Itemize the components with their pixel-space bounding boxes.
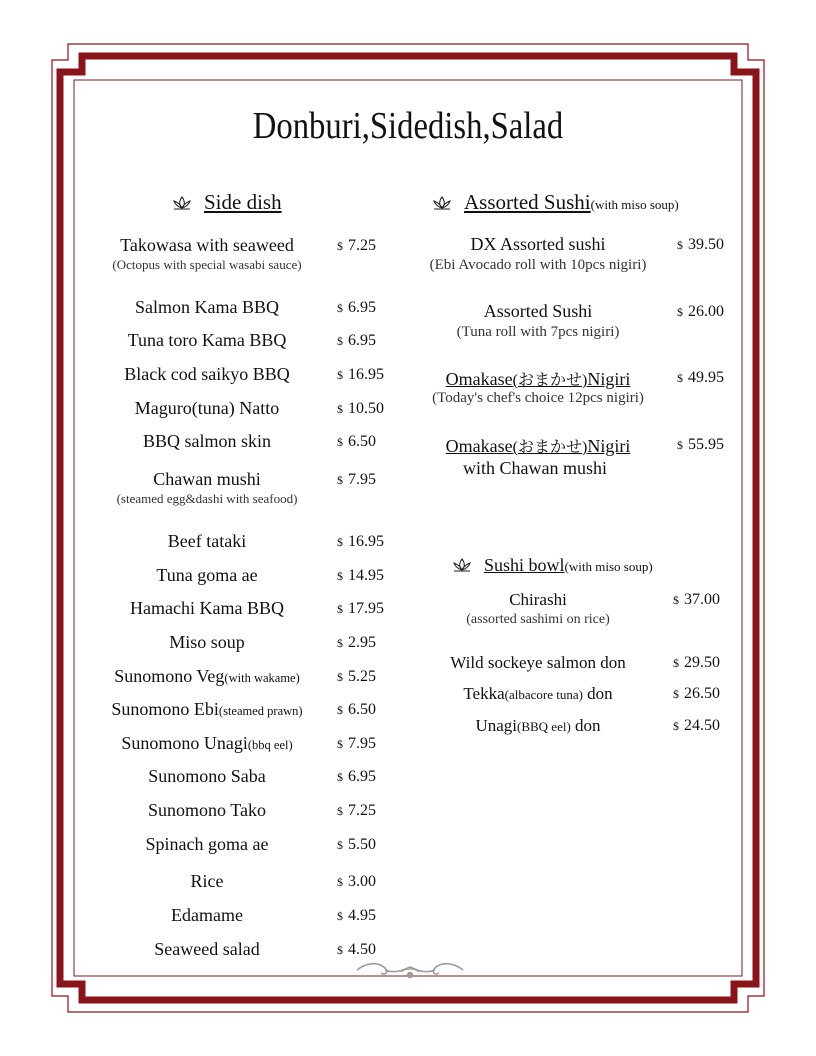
price [337, 471, 376, 489]
item-name-text: Omakase [445, 369, 513, 389]
price-value: 17.95 [348, 600, 384, 617]
menu-item-name [154, 939, 259, 960]
price [337, 735, 376, 753]
menu-item-name [484, 301, 593, 322]
price-currency: $ [337, 602, 343, 616]
price-value: 3.00 [348, 873, 376, 890]
price-currency: $ [337, 703, 343, 717]
price [337, 907, 376, 925]
price-currency: $ [677, 438, 683, 452]
item-name-text: DX Assorted sushi [470, 234, 606, 254]
price-currency: $ [337, 804, 343, 818]
price-value: 6.50 [348, 433, 376, 450]
price [677, 303, 724, 321]
item-name-text: Beef tataki [167, 531, 247, 551]
price-value: 4.50 [348, 941, 376, 958]
price [337, 701, 376, 719]
item-name-text: Sunomono Veg [114, 666, 225, 686]
price-value: 2.95 [348, 634, 376, 651]
price-value: 49.95 [688, 369, 724, 386]
menu-item-name [135, 297, 279, 318]
item-name-text: Black cod saikyo BBQ [124, 364, 290, 384]
lotus-icon [172, 195, 192, 211]
item-name-line2: with Chawan mushi [463, 458, 607, 478]
price [337, 299, 376, 317]
item-name-text: Hamachi Kama BBQ [130, 598, 284, 618]
price-currency: $ [337, 670, 343, 684]
price-currency: $ [337, 301, 343, 315]
price-value: 26.50 [684, 685, 720, 702]
menu-item-name [509, 590, 567, 610]
price-value: 16.95 [348, 533, 384, 550]
item-name-text: Omakase [445, 436, 513, 456]
price-currency: $ [337, 875, 343, 889]
price-currency: $ [337, 402, 343, 416]
price-currency: $ [673, 719, 679, 733]
menu-item-name [450, 653, 625, 673]
price [673, 654, 720, 672]
menu-item-name [130, 598, 284, 619]
price-value: 24.50 [684, 717, 720, 734]
menu-item-name [171, 905, 243, 926]
item-name-text: Assorted Sushi [483, 301, 593, 321]
price-currency: $ [673, 593, 679, 607]
price-currency: $ [337, 239, 343, 253]
menu-item-name [168, 531, 246, 552]
menu-item-name [446, 434, 631, 457]
price-currency: $ [337, 569, 343, 583]
item-name-text: Sunomono Tako [148, 800, 266, 820]
scroll-ornament-icon [355, 958, 465, 982]
side-dish-heading [172, 190, 282, 215]
price-currency: $ [337, 838, 343, 852]
item-name-text: Chawan mushi [153, 469, 261, 489]
price-value: 14.95 [348, 567, 384, 584]
menu-item-name [111, 699, 302, 720]
price-value: 55.95 [688, 436, 724, 453]
price-value: 5.25 [348, 668, 376, 685]
price-value: 6.95 [348, 332, 376, 349]
item-name-japanese: (おまかせ) [512, 372, 588, 389]
price-currency: $ [337, 368, 343, 382]
price-value: 6.95 [348, 299, 376, 316]
item-note: (with wakame) [224, 671, 300, 685]
item-description: (Today's chef's choice 12pcs nigiri) [432, 390, 644, 406]
item-name-text: Rice [190, 871, 224, 891]
item-name-text: Tuna goma ae [156, 565, 258, 585]
price-value: 16.95 [348, 366, 384, 383]
menu-item-name [135, 398, 279, 419]
lotus-icon [432, 195, 452, 211]
price [337, 600, 384, 618]
sushi-bowl-heading-label: Sushi bowl [484, 555, 565, 575]
lotus-icon [452, 557, 472, 573]
price-currency: $ [337, 909, 343, 923]
item-description: (assorted sashimi on rice) [466, 612, 610, 627]
item-name-text: Wild sockeye salmon don [450, 653, 626, 672]
sushi-bowl-heading [452, 555, 653, 576]
item-name-text: Miso soup [169, 632, 245, 652]
menu-item-name [156, 565, 257, 586]
item-description: (Tuna roll with 7pcs nigiri) [456, 324, 620, 340]
price [677, 369, 724, 387]
menu-item-name [463, 684, 612, 704]
sushi-bowl-heading-note: (with miso soup) [564, 559, 653, 574]
price [337, 768, 376, 786]
price-currency: $ [337, 473, 343, 487]
item-note: (BBQ eel) [517, 719, 571, 734]
price-value: 7.95 [348, 735, 376, 752]
page-title: Donburi,Sidedish,Salad [252, 105, 564, 147]
price-value: 37.00 [684, 591, 720, 608]
item-name-suffix: don [570, 716, 601, 735]
item-name-suffix: Nigiri [587, 436, 631, 456]
price-value: 5.50 [348, 836, 376, 853]
price-currency: $ [337, 737, 343, 751]
menu-item-name [475, 716, 600, 736]
price-currency: $ [673, 656, 679, 670]
price-currency: $ [337, 770, 343, 784]
price-value: 26.00 [688, 303, 724, 320]
menu-item-name [146, 834, 269, 855]
item-name-text: Takowasa with seaweed [120, 235, 294, 255]
menu-item-name [128, 330, 287, 351]
item-name-suffix: don [582, 684, 613, 703]
menu-item-name [153, 469, 261, 490]
price-value: 29.50 [684, 654, 720, 671]
price-value: 7.25 [348, 802, 376, 819]
price [337, 567, 384, 585]
assorted-sushi-heading-label: Assorted Sushi [464, 190, 591, 214]
item-note: (albacore tuna) [504, 687, 583, 702]
price [337, 237, 376, 255]
price-value: 7.25 [348, 237, 376, 254]
price [337, 332, 376, 350]
item-note: (steamed prawn) [218, 704, 303, 718]
item-name-text: Sunomono Unagi [121, 733, 248, 753]
price [337, 634, 376, 652]
price [337, 533, 384, 551]
menu-item-name [169, 632, 245, 653]
assorted-sushi-heading [432, 190, 679, 215]
item-name-text: Spinach goma ae [145, 834, 269, 854]
price-value: 7.95 [348, 471, 376, 488]
price-value: 6.95 [348, 768, 376, 785]
menu-item-name [446, 367, 631, 390]
price [337, 941, 376, 959]
menu-item-name [120, 235, 294, 256]
menu-item-name [191, 871, 224, 892]
price-value: 10.50 [348, 400, 384, 417]
item-name-text: Seaweed salad [154, 939, 260, 959]
price-value: 6.50 [348, 701, 376, 718]
item-name-text: Tekka [463, 684, 505, 703]
menu-item-name [114, 666, 300, 687]
price [677, 436, 724, 454]
item-name-text: Maguro(tuna) Natto [134, 398, 280, 418]
price-value: 39.50 [688, 236, 724, 253]
price-currency: $ [337, 435, 343, 449]
item-description: (Octopus with special wasabi sauce) [112, 257, 302, 272]
price-currency: $ [337, 334, 343, 348]
price [337, 668, 376, 686]
price [673, 591, 720, 609]
menu-item-name [121, 733, 292, 754]
price [337, 873, 376, 891]
item-name-text: Chirashi [509, 590, 567, 609]
price-currency: $ [677, 305, 683, 319]
item-name-text: Sunomono Ebi [111, 699, 219, 719]
price-currency: $ [677, 371, 683, 385]
item-name-suffix: Nigiri [587, 369, 631, 389]
menu-item-name [470, 234, 605, 255]
menu-item-name [143, 431, 271, 452]
side-dish-heading-label: Side dish [204, 190, 282, 214]
price-currency: $ [673, 687, 679, 701]
item-description: (Ebi Avocado roll with 10pcs nigiri) [429, 257, 647, 273]
price [673, 717, 720, 735]
price [677, 236, 724, 254]
item-name-text: Salmon Kama BBQ [135, 297, 279, 317]
item-name-text: Sunomono Saba [148, 766, 266, 786]
price-currency: $ [677, 238, 683, 252]
price-currency: $ [337, 636, 343, 650]
price [337, 433, 376, 451]
item-note: (bbq eel) [247, 738, 293, 752]
item-name-text: Unagi [475, 716, 517, 735]
assorted-sushi-heading-note: (with miso soup) [590, 197, 679, 212]
item-description: (steamed egg&dashi with seafood) [116, 491, 298, 506]
menu-item-name [148, 800, 266, 821]
item-name-japanese: (おまかせ) [512, 439, 588, 456]
price-value: 4.95 [348, 907, 376, 924]
item-name-text: Edamame [171, 905, 243, 925]
item-name-text: Tuna toro Kama BBQ [127, 330, 287, 350]
menu-item-name [124, 364, 289, 385]
price [337, 802, 376, 820]
menu-item-name [148, 766, 266, 787]
price [337, 836, 376, 854]
price-currency: $ [337, 943, 343, 957]
price [337, 400, 384, 418]
price [673, 685, 720, 703]
item-name-text: BBQ salmon skin [142, 431, 272, 451]
price-currency: $ [337, 535, 343, 549]
price [337, 366, 384, 384]
